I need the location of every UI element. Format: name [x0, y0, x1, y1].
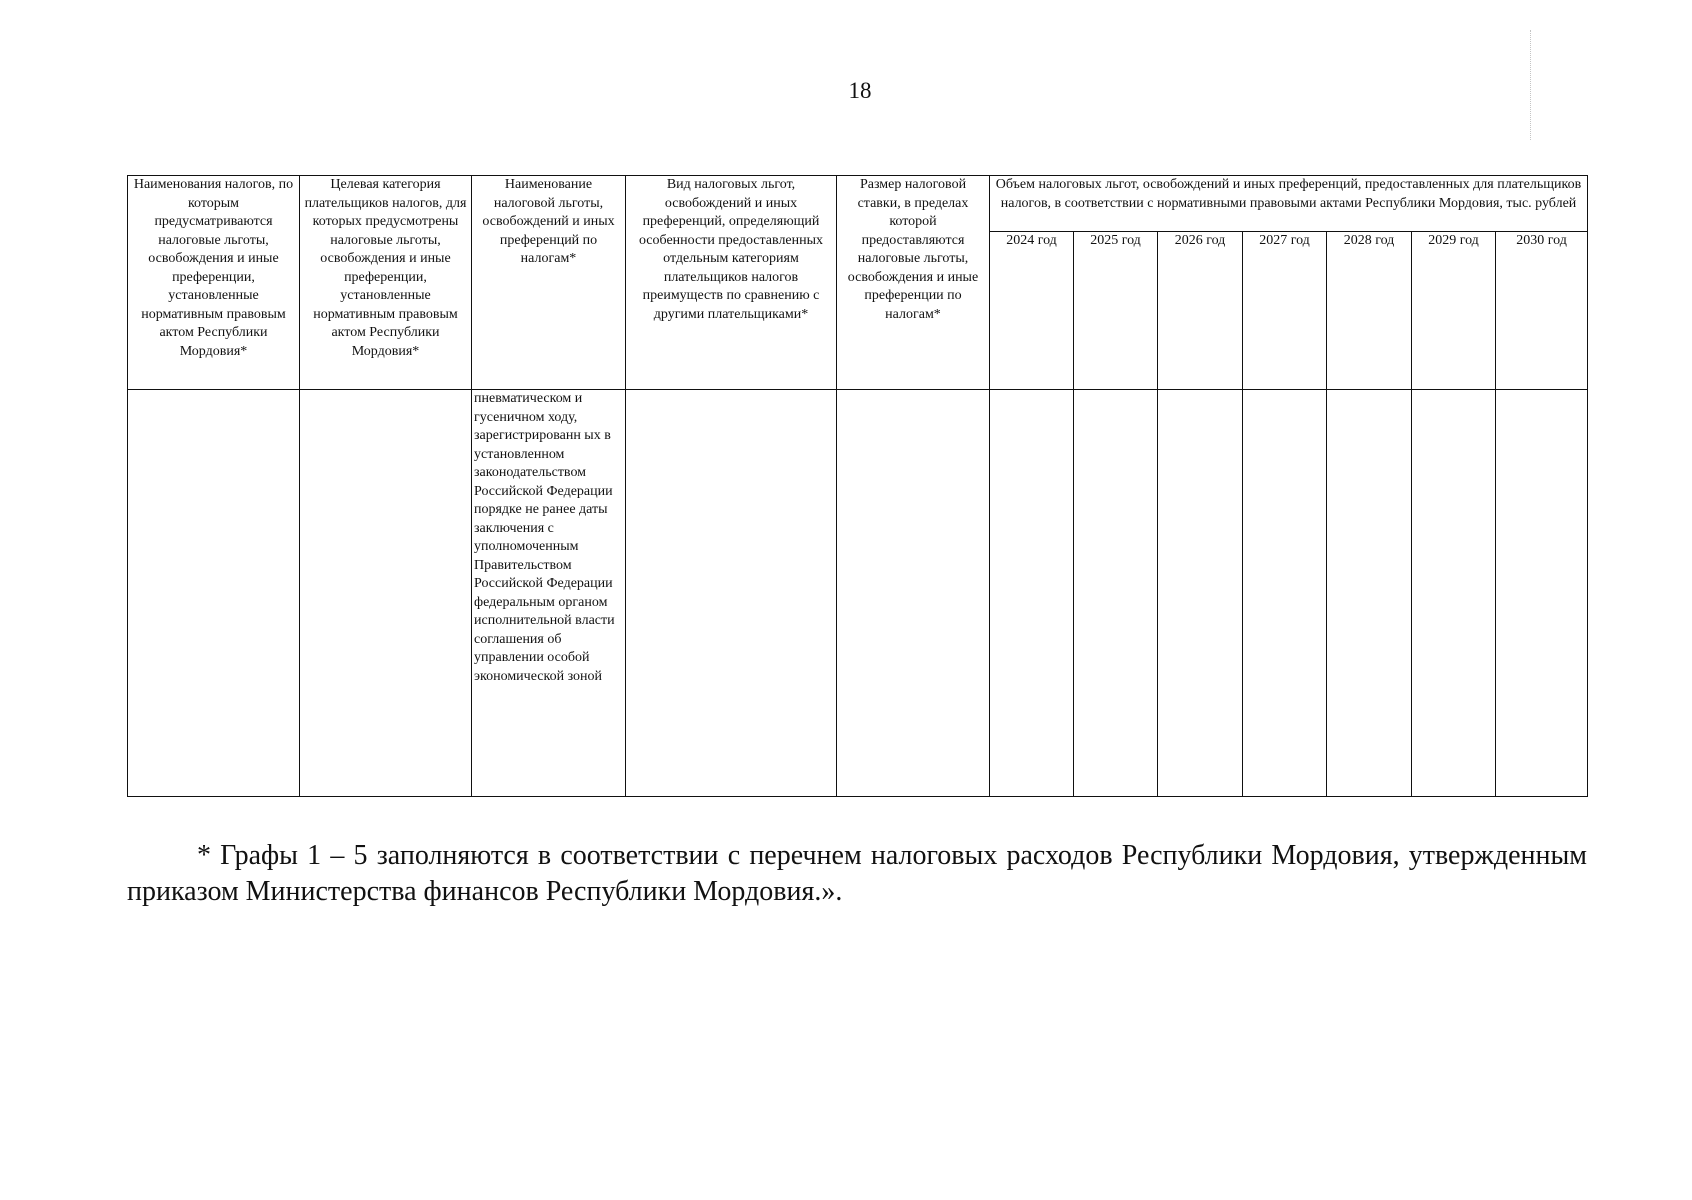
header-benefit-type: Вид налоговых льгот, освобождений и иных преференций, определяющий особенности предоставленных отдельным категориям плательщиков налогов преимуществ по сравнению с другими плательщиками*	[626, 176, 837, 390]
header-year-2026: 2026 год	[1158, 232, 1243, 390]
header-tax-rate: Размер налоговой ставки, в пределах которой предоставляются налоговые льготы, освобождения и иные преференции по налогам*	[837, 176, 990, 390]
table-row	[128, 390, 1588, 797]
cell-tax-rate	[837, 390, 990, 797]
header-year-2025: 2025 год	[1074, 232, 1158, 390]
cell-year-2024	[990, 390, 1074, 797]
cell-year-2025	[1074, 390, 1158, 797]
cell-year-2027	[1243, 390, 1327, 797]
tax-preferences-table	[127, 175, 1588, 797]
header-tax-names: Наименования налогов, по которым предусматриваются налоговые льготы, освобождения и иные преференции, установленные нормативным правовым актом Республики Мордовия*	[128, 176, 300, 390]
cell-target-category	[300, 390, 472, 797]
footnote: * Графы 1 – 5 заполняются в соответствии с перечнем налоговых расходов Республики Мордовия, утвержденным приказом Министерства финансов Республики Мордовия.».	[127, 840, 1587, 907]
scan-edge-marks	[1530, 30, 1533, 140]
page-number: 18	[848, 78, 872, 103]
cell-year-2030	[1496, 390, 1588, 797]
header-year-2024: 2024 год	[990, 232, 1074, 390]
header-year-2028: 2028 год	[1327, 232, 1412, 390]
header-year-2029: 2029 год	[1412, 232, 1496, 390]
header-benefit-name: Наименование налоговой льготы, освобождений и иных преференций по налогам*	[472, 176, 626, 390]
cell-tax-names	[128, 390, 300, 797]
cell-year-2028	[1327, 390, 1412, 797]
header-benefit-volume: Объем налоговых льгот, освобождений и иных преференций, предоставленных для плательщиков налогов, в соответствии с нормативными правовыми актами Республики Мордовия, тыс. рублей	[990, 176, 1588, 232]
header-year-2027: 2027 год	[1243, 232, 1327, 390]
cell-benefit-name: пневматическом и гусеничном ходу, зарегистрированн ых в установленном законодательством Российской Федерации порядке не ранее даты заключения с уполномоченным Правительством Российской Федерации федеральным органом исполнительной власти соглашения об управлении особой экономической зоной	[472, 390, 626, 797]
header-year-2030: 2030 год	[1496, 232, 1588, 390]
cell-year-2029	[1412, 390, 1496, 797]
cell-year-2026	[1158, 390, 1243, 797]
header-target-category: Целевая категория плательщиков налогов, для которых предусмотрены налоговые льготы, освобождения и иные преференции, установленные нормативным правовым актом Республики Мордовия*	[300, 176, 472, 390]
cell-benefit-type	[626, 390, 837, 797]
